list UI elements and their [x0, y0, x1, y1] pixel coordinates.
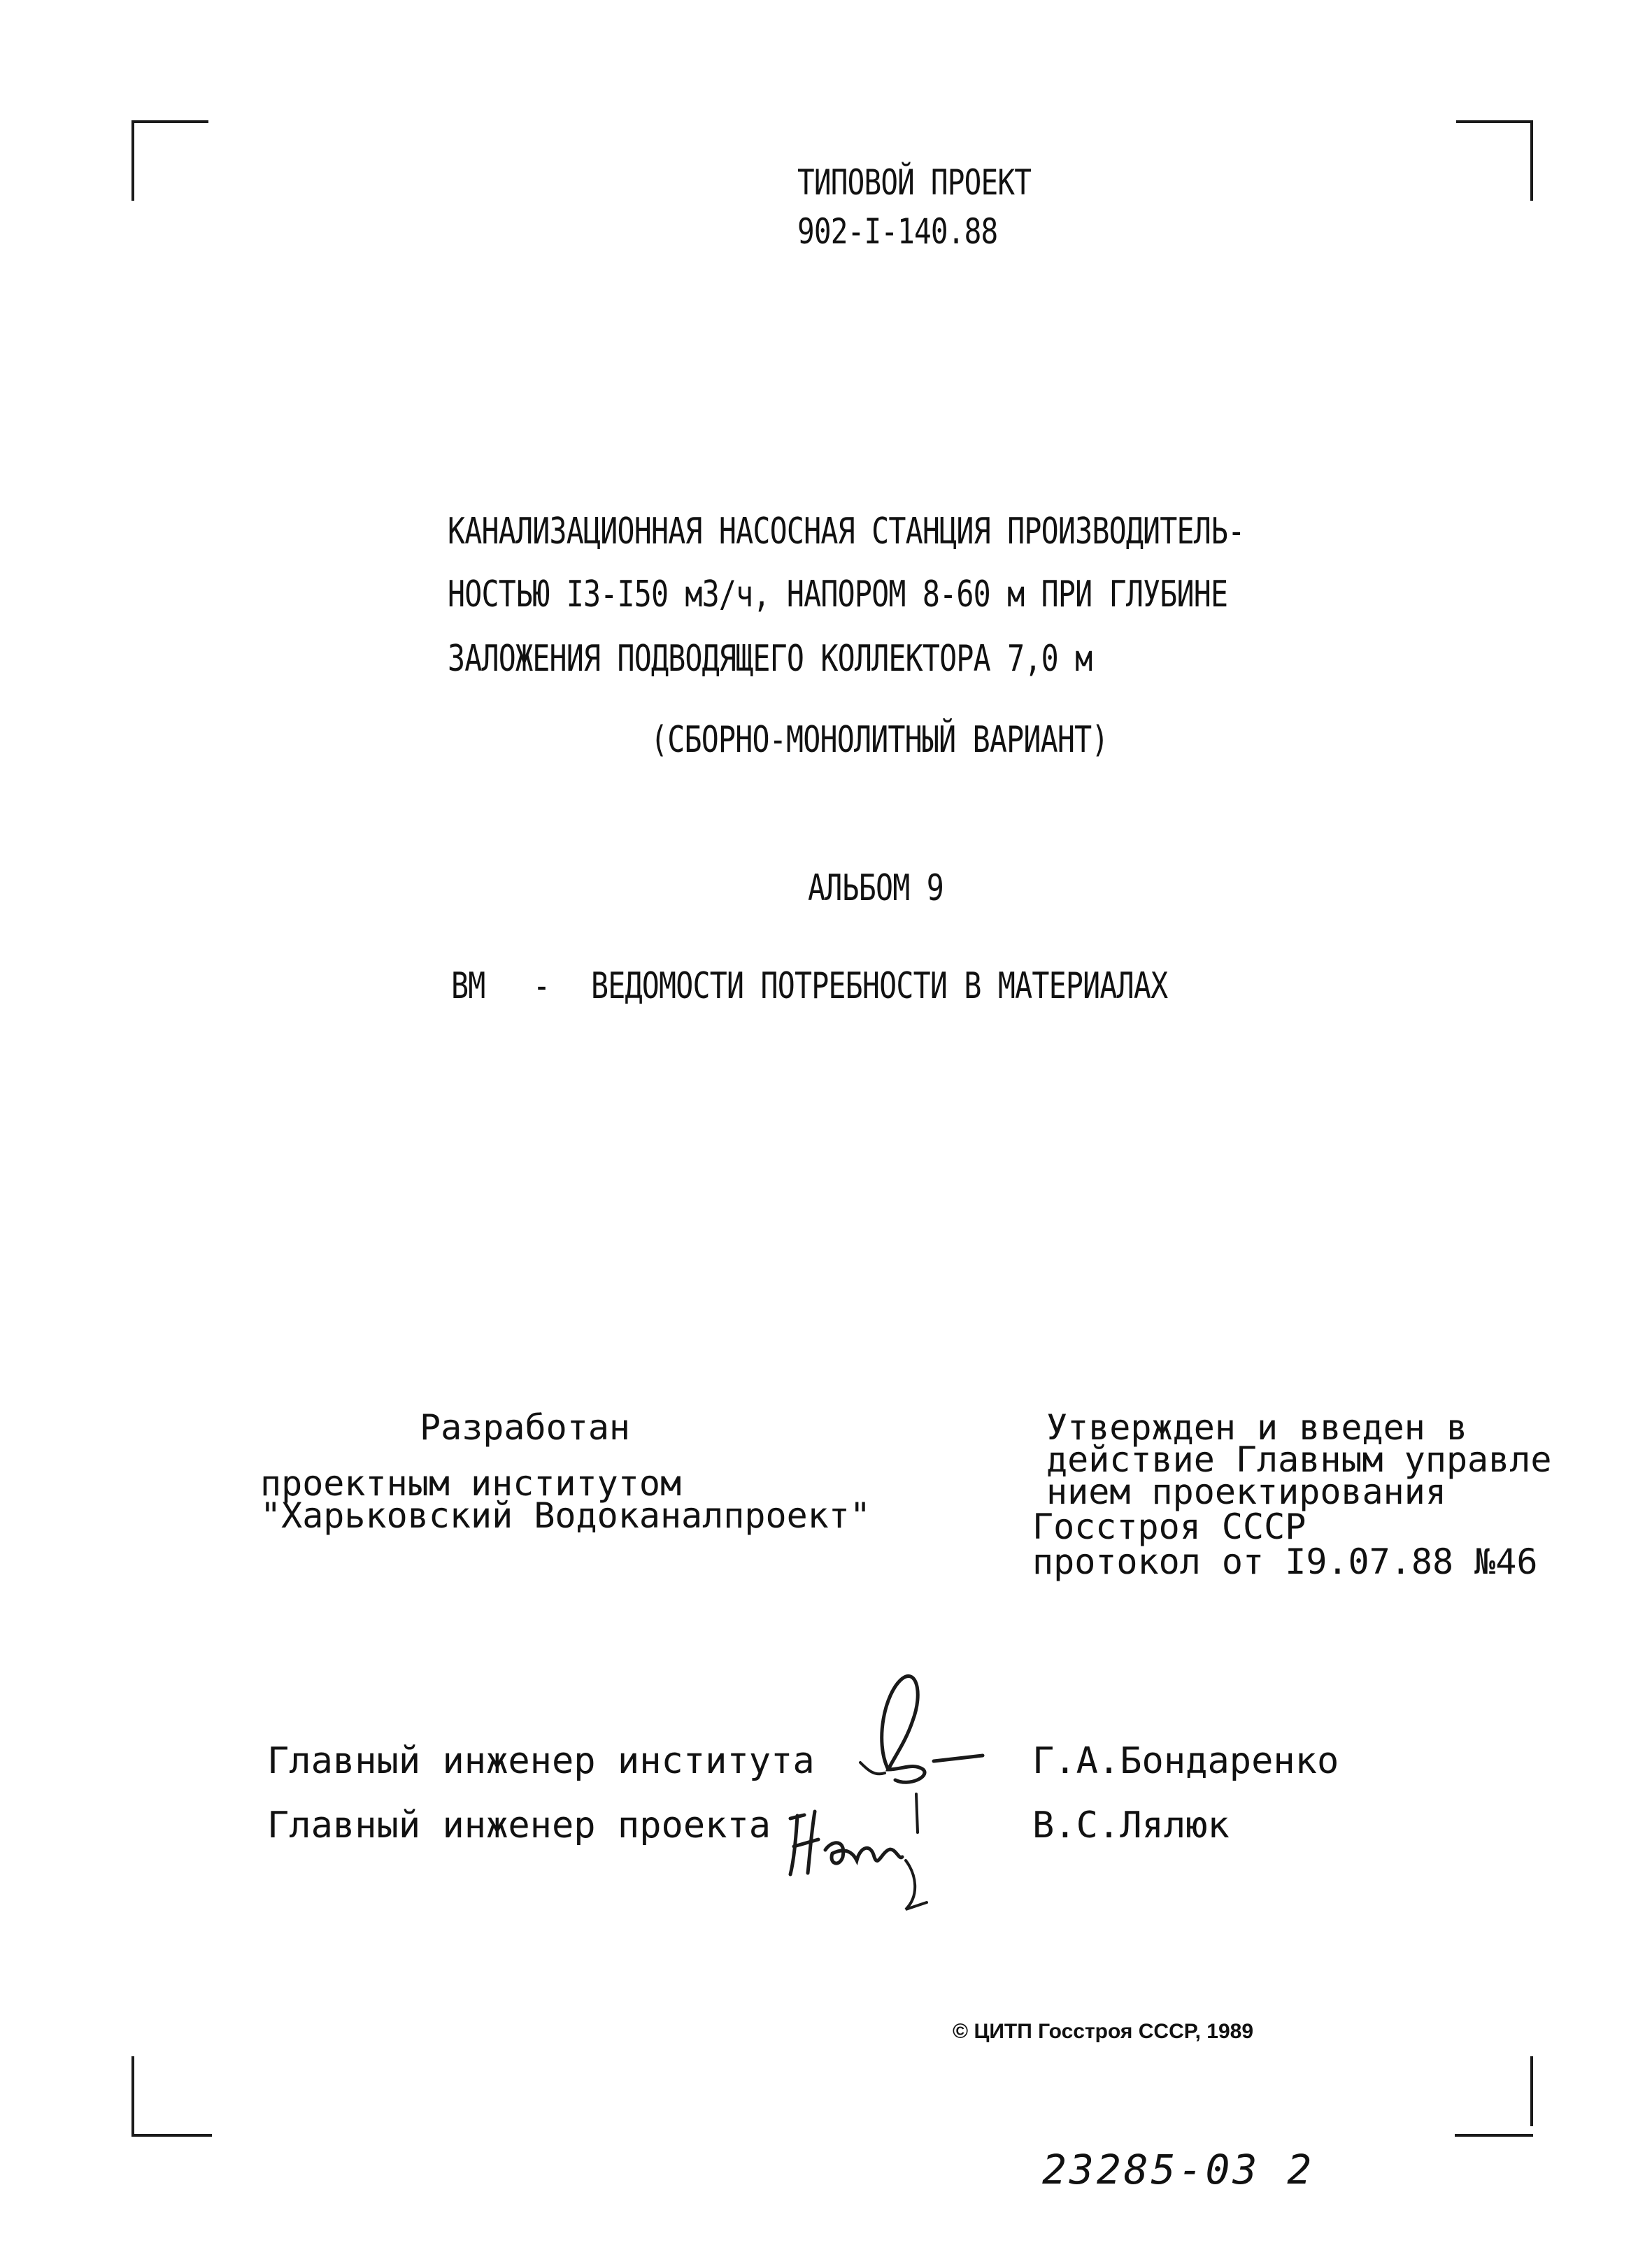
corner-mark-top-left-h — [131, 120, 208, 123]
handwritten-signature-2 — [776, 1790, 958, 1916]
corner-mark-bottom-left-v — [131, 2056, 134, 2137]
stamp-number: 23285-03 2 — [1042, 2146, 1315, 2193]
corner-mark-bottom-left-h — [131, 2134, 212, 2137]
corner-mark-top-left-v — [131, 120, 134, 201]
album-code: ВМ — [451, 965, 485, 1007]
corner-mark-bottom-right-h — [1455, 2134, 1533, 2137]
title-line-3: ЗАЛОЖЕНИЯ ПОДВОДЯЩЕГО КОЛЛЕКТОРА 7,0 м — [448, 638, 1092, 680]
handwritten-signature-1 — [846, 1665, 1000, 1797]
signature-role-institute: Главный инженер института — [267, 1740, 815, 1782]
corner-mark-top-right-v — [1530, 120, 1533, 201]
developer-heading: Разработан — [420, 1407, 631, 1448]
approval-line-2: действие Главным управле — [1046, 1439, 1552, 1480]
project-number: 902-I-140.88 — [797, 211, 998, 252]
approval-line-5: протокол от I9.07.88 №46 — [1032, 1542, 1538, 1582]
developer-line-2: "Харьковский Водоканалпроект" — [260, 1495, 871, 1536]
developer-line-1: проектным институтом — [260, 1463, 682, 1504]
approval-line-3: нием проектирования — [1046, 1472, 1446, 1512]
title-line-1: КАНАЛИЗАЦИОННАЯ НАСОСНАЯ СТАНЦИЯ ПРОИЗВОДИТЕЛЬ- — [448, 511, 1245, 553]
album-label: АЛЬБОМ 9 — [808, 867, 944, 909]
title-line-2: НОСТЬЮ I3-I50 м3/ч, НАПОРОМ 8-60 м ПРИ ГЛУБИНЕ — [448, 574, 1228, 615]
signature-name-institute: Г.А.Бондаренко — [1032, 1740, 1339, 1782]
copyright: © ЦИТП Госстроя СССР, 1989 — [953, 2020, 1254, 2043]
corner-mark-bottom-right-v — [1530, 2056, 1533, 2126]
project-type: ТИПОВОЙ ПРОЕКТ — [797, 162, 1032, 203]
signature-name-project: В.С.Лялюк — [1032, 1804, 1230, 1846]
corner-mark-top-right-h — [1456, 120, 1533, 123]
signature-role-project: Главный инженер проекта — [267, 1804, 771, 1846]
approval-line-4: Госстроя СССР — [1032, 1507, 1306, 1547]
album-description: ВЕДОМОСТИ ПОТРЕБНОСТИ В МАТЕРИАЛАХ — [591, 965, 1168, 1007]
album-dash: - — [533, 965, 550, 1007]
approval-line-1: Утвержден и введен в — [1046, 1407, 1468, 1448]
title-variant: (СБОРНО-МОНОЛИТНЫЙ ВАРИАНТ) — [650, 719, 1109, 761]
